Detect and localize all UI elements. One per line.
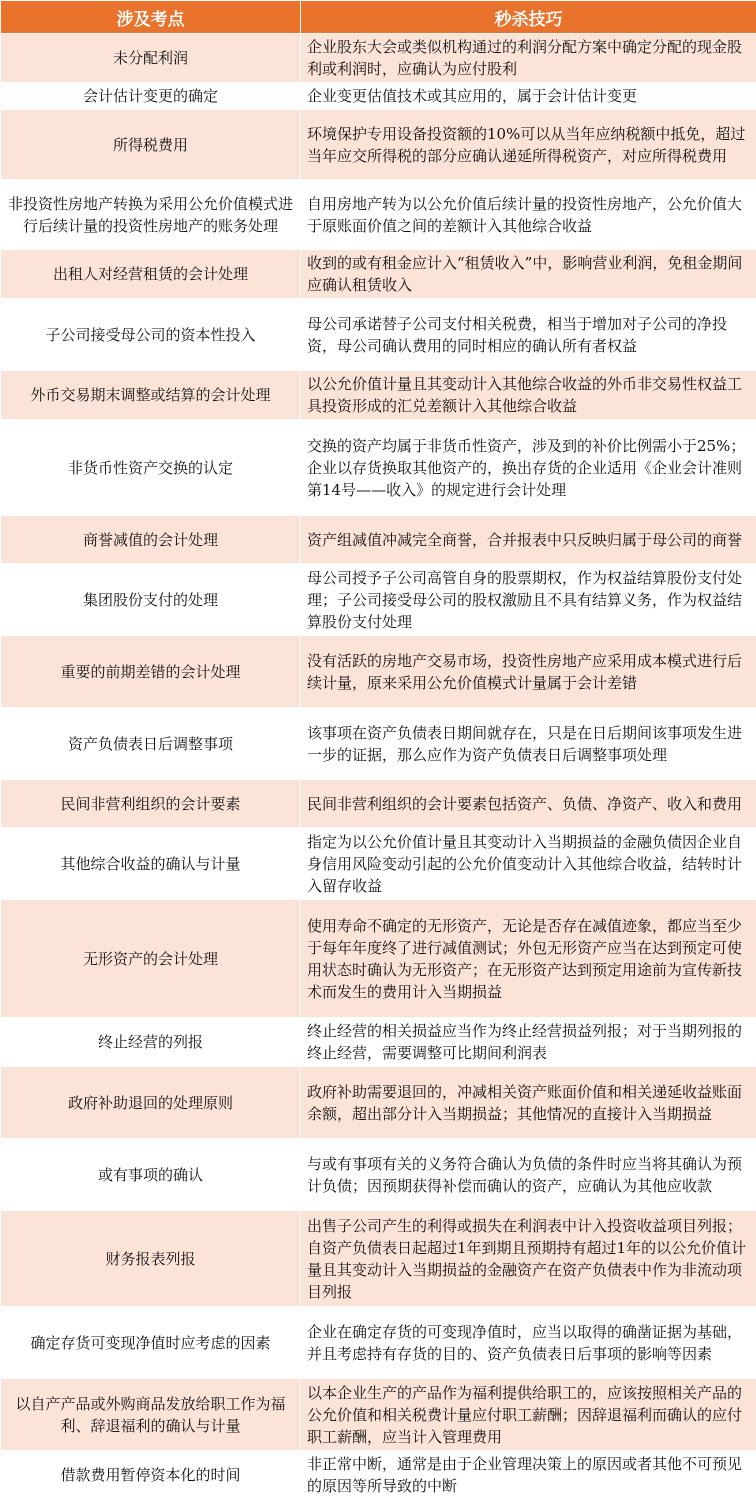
topic-cell: 政府补助退回的处理原则 [1,1067,301,1139]
topic-cell: 重要的前期差错的会计处理 [1,636,301,708]
topic-cell: 确定存货可变现净值时应考虑的因素 [1,1307,301,1379]
tip-cell: 指定为以公允价值计量且其变动计入当期损益的金融负债因企业自身信用风险变动引起的公允价值变动计入其他综合收益，结转时计入留存收益 [301,828,756,900]
table-row [1,420,756,516]
topic-cell: 所得税费用 [1,110,301,180]
tip-cell: 没有活跃的房地产交易市场，投资性房地产应采用成本模式进行后续计量，原来采用公允价值模式计量属于会计差错 [301,636,756,708]
table-row [1,83,756,110]
header-tip: 秒杀技巧 [301,1,756,34]
topic-cell: 出租人对经营租赁的会计处理 [1,250,301,299]
table-row [1,299,756,371]
topic-cell: 其他综合收益的确认与计量 [1,828,301,900]
tip-cell: 企业在确定存货的可变现净值时，应当以取得的确凿证据为基础，并且考虑持有存货的目的、资产负债表日后事项的影响等因素 [301,1307,756,1379]
table-row [1,180,756,250]
topic-cell: 集团股份支付的处理 [1,564,301,636]
tip-cell: 母公司授予子公司高管自身的股票期权，作为权益结算股份支付处理；子公司接受母公司的股权激励且不具有结算义务，作为权益结算股份支付处理 [301,564,756,636]
tip-cell: 母公司承诺替子公司支付相关税费，相当于增加对子公司的净投资，母公司确认费用的同时相应的确认所有者权益 [301,299,756,371]
topic-cell: 终止经营的列报 [1,1018,301,1067]
table-row [1,1307,756,1379]
table-row [1,1211,756,1307]
tip-cell: 民间非营利组织的会计要素包括资产、负债、净资产、收入和费用 [301,780,756,828]
topic-cell: 或有事项的确认 [1,1139,301,1211]
tip-cell: 以本企业生产的产品作为福利提供给职工的，应该按照相关产品的公允价值和相关税费计量应付职工薪酬；因辞退福利而确认的应付职工薪酬，应当计入管理费用 [301,1379,756,1451]
tip-cell: 该事项在资产负债表日期间就存在，只是在日后期间该事项发生进一步的证据，那么应作为资产负债表日后调整事项处理 [301,708,756,780]
tip-cell: 以公允价值计量且其变动计入其他综合收益的外币非交易性权益工具投资形成的汇兑差额计入其他综合收益 [301,371,756,420]
table-row [1,900,756,1018]
table-row [1,516,756,564]
topic-cell: 资产负债表日后调整事项 [1,708,301,780]
table-row [1,780,756,828]
tip-cell: 交换的资产均属于非货币性资产，涉及到的补价比例需小于25%；企业以存货换取其他资产的，换出存货的企业适用《企业会计准则第14号——收入》的规定进行会计处理 [301,420,756,516]
table-row [1,1018,756,1067]
table-row [1,250,756,299]
table-row [1,34,756,83]
table-row [1,1451,756,1500]
table-row [1,636,756,708]
table-row [1,1379,756,1451]
table-row [1,371,756,420]
tip-cell: 企业变更估值技术或其应用的，属于会计估计变更 [301,83,756,110]
tip-cell: 环境保护专用设备投资额的10%可以从当年应纳税额中抵免，超过当年应交所得税的部分应确认递延所得税资产，对应所得税费用 [301,110,756,180]
header-topic: 涉及考点 [1,1,301,34]
topic-cell: 会计估计变更的确定 [1,83,301,110]
tip-cell: 非正常中断，通常是由于企业管理决策上的原因或者其他不可预见的原因等所导致的中断 [301,1451,756,1500]
topic-cell: 子公司接受母公司的资本性投入 [1,299,301,371]
topic-cell: 商誉减值的会计处理 [1,516,301,564]
topic-cell: 民间非营利组织的会计要素 [1,780,301,828]
table-row [1,1139,756,1211]
tip-cell: 企业股东大会或类似机构通过的利润分配方案中确定分配的现金股利或利润时，应确认为应付股利 [301,34,756,83]
table-row [1,708,756,780]
tip-cell: 与或有事项有关的义务符合确认为负债的条件时应当将其确认为预计负债；因预期获得补偿而确认的资产，应确认为其他应收款 [301,1139,756,1211]
tip-cell: 收到的或有租金应计入“租赁收入”中，影响营业利润，免租金期间应确认租赁收入 [301,250,756,299]
topic-cell: 借款费用暂停资本化的时间 [1,1451,301,1500]
table-row [1,110,756,180]
topic-cell: 未分配利润 [1,34,301,83]
topic-cell: 非投资性房地产转换为采用公允价值模式进行后续计量的投资性房地产的账务处理 [1,180,301,250]
topic-cell: 外币交易期末调整或结算的会计处理 [1,371,301,420]
tip-cell: 资产组减值冲减完全商誉，合并报表中只反映归属于母公司的商誉 [301,516,756,564]
tip-cell: 出售子公司产生的利得或损失在利润表中计入投资收益项目列报；自资产负债表日起超过1年到期且预期持有超过1年的以公允价值计量且其变动计入当期损益的金融资产在资产负债表中作为非流动项目列报 [301,1211,756,1307]
tip-cell: 自用房地产转为以公允价值后续计量的投资性房地产，公允价值大于原账面价值之间的差额计入其他综合收益 [301,180,756,250]
table-row [1,1067,756,1139]
tip-cell: 终止经营的相关损益应当作为终止经营损益列报；对于当期列报的终止经营，需要调整可比期间利润表 [301,1018,756,1067]
topic-cell: 非货币性资产交换的认定 [1,420,301,516]
topic-cell: 无形资产的会计处理 [1,900,301,1018]
table-header-row [1,1,756,34]
table-row [1,828,756,900]
tip-cell: 政府补助需要退回的，冲减相关资产账面价值和相关递延收益账面余额，超出部分计入当期损益；其他情况的直接计入当期损益 [301,1067,756,1139]
table-row [1,564,756,636]
tip-cell: 使用寿命不确定的无形资产，无论是否存在减值迹象，都应当至少于每年年度终了进行减值测试；外包无形资产应当在达到预定可使用状态时确认为无形资产；在无形资产达到预定用途前为宣传新技术而发生的费用计入当期损益 [301,900,756,1018]
topic-cell: 以自产产品或外购商品发放给职工作为福利、辞退福利的确认与计量 [1,1379,301,1451]
topic-cell: 财务报表列报 [1,1211,301,1307]
